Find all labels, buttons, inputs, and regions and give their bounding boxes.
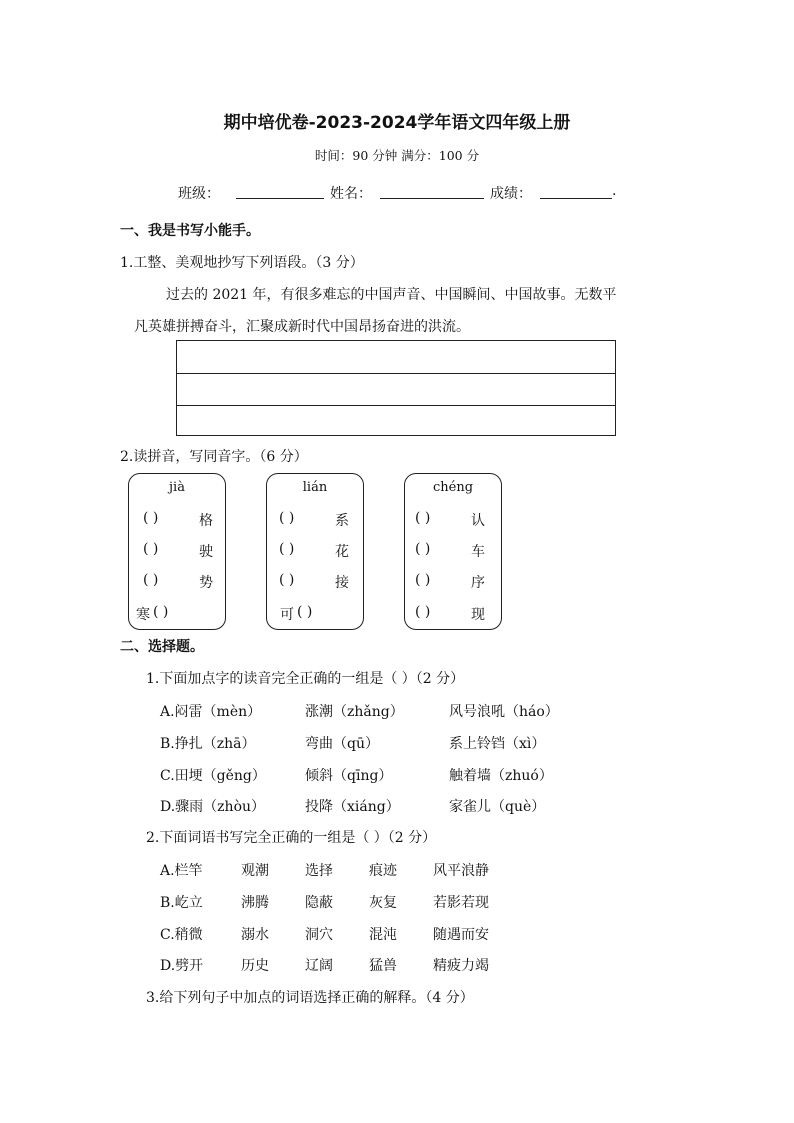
- score-label: 成绩：: [490, 186, 532, 202]
- answer-blank[interactable]: ( ): [143, 510, 159, 526]
- writing-rule-line: [177, 373, 615, 374]
- question-1-2-title: 2.读拼音，写同音字。（6 分）: [120, 449, 308, 465]
- option-d-word: 辽阔: [305, 958, 333, 974]
- name-field[interactable]: [376, 183, 488, 203]
- option-c-item: 倾斜（qīng）: [305, 768, 393, 784]
- option-b-item[interactable]: B.挣扎（zhā）: [160, 736, 256, 752]
- option-a-item: 风号浪吼（háo）: [449, 704, 559, 720]
- option-a-item[interactable]: A.闷雷（mèn）: [160, 704, 262, 720]
- exam-time-score: 时间：90 分钟 满分：100 分: [314, 148, 480, 163]
- option-d-item: 家雀儿（què）: [449, 799, 546, 815]
- pinyin-card-lian: [266, 473, 364, 630]
- answer-blank[interactable]: ( ): [279, 541, 295, 557]
- answer-blank[interactable]: ( ): [143, 541, 159, 557]
- card-char: 车: [471, 544, 485, 560]
- page-title: 期中培优卷-2023-2024学年语文四年级上册: [223, 113, 571, 133]
- answer-blank[interactable]: ( ): [415, 541, 431, 557]
- option-a-word[interactable]: A.栏竿: [160, 863, 203, 879]
- pinyin-label: lián: [302, 480, 328, 495]
- option-b-word: 沸腾: [241, 895, 269, 911]
- class-field[interactable]: [232, 183, 328, 203]
- option-d-item: 投降（xiáng）: [305, 799, 400, 815]
- score-end-mark: .: [612, 183, 617, 199]
- answer-blank[interactable]: ( ): [279, 510, 295, 526]
- answer-blank[interactable]: ( ): [415, 604, 431, 620]
- card-char: 现: [471, 607, 485, 623]
- option-d-word: 历史: [241, 958, 269, 974]
- answer-blank[interactable]: ( ): [415, 510, 431, 526]
- option-d-item[interactable]: D.骤雨（zhòu）: [160, 799, 266, 815]
- answer-blank[interactable]: ( ): [279, 572, 295, 588]
- card-char: 接: [335, 575, 349, 591]
- card-char: 系: [335, 513, 349, 529]
- option-a-word: 痕迹: [369, 863, 397, 879]
- option-b-word: 隐蔽: [305, 895, 333, 911]
- copy-paragraph-line-1: 过去的 2021 年，有很多难忘的中国声音、中国瞬间、中国故事。无数平: [166, 287, 617, 303]
- option-c-item: 触着墙（zhuó）: [449, 768, 553, 784]
- card-char: 寒: [136, 607, 150, 623]
- answer-blank[interactable]: ( ): [297, 604, 313, 620]
- question-2-2-title: 2.下面词语书写完全正确的一组是（ ）（2 分）: [146, 830, 437, 846]
- card-char: 花: [335, 544, 349, 560]
- question-1-1-title: 1.工整、美观地抄写下列语段。（3 分）: [120, 255, 364, 271]
- option-c-word: 洞穴: [305, 927, 333, 943]
- section-2-heading: 二、选择题。: [120, 639, 204, 655]
- option-a-word: 观潮: [241, 863, 269, 879]
- class-label: 班级：: [178, 186, 220, 202]
- option-b-word: 若影若现: [433, 895, 489, 911]
- option-d-word: 猛兽: [369, 958, 397, 974]
- option-b-item: 系上铃铛（xì）: [449, 736, 546, 752]
- score-field[interactable]: [536, 183, 616, 203]
- copy-writing-box[interactable]: [176, 340, 616, 436]
- answer-blank[interactable]: ( ): [415, 572, 431, 588]
- question-2-3-title: 3.给下列句子中加点的词语选择正确的解释。（4 分）: [146, 990, 474, 1006]
- option-d-word: 精疲力竭: [433, 958, 489, 974]
- card-char: 认: [471, 513, 485, 529]
- option-b-word[interactable]: B.屹立: [160, 895, 203, 911]
- pinyin-card-jia: [128, 473, 226, 630]
- pinyin-label: jià: [169, 480, 185, 495]
- option-c-word[interactable]: C.稍微: [160, 927, 203, 943]
- question-2-1-title: 1.下面加点字的读音完全正确的一组是（ ）（2 分）: [146, 671, 465, 687]
- pinyin-card-cheng: [404, 473, 502, 630]
- option-a-word: 选择: [305, 863, 333, 879]
- writing-rule-line: [177, 405, 615, 406]
- option-d-word[interactable]: D.劈开: [160, 958, 204, 974]
- card-char: 可: [280, 607, 294, 623]
- pinyin-label: chéng: [432, 480, 474, 495]
- card-char: 势: [199, 575, 213, 591]
- option-a-item: 涨潮（zhǎng）: [305, 704, 404, 720]
- answer-blank[interactable]: ( ): [143, 572, 159, 588]
- copy-paragraph-line-2: 凡英雄拼搏奋斗，汇聚成新时代中国昂扬奋进的洪流。: [134, 319, 470, 335]
- card-char: 序: [471, 575, 485, 591]
- option-c-word: 混沌: [369, 927, 397, 943]
- answer-blank[interactable]: ( ): [153, 604, 169, 620]
- card-char: 驶: [199, 544, 213, 560]
- option-c-item[interactable]: C.田埂（gěng）: [160, 768, 266, 784]
- name-label: 姓名：: [330, 186, 372, 202]
- option-b-item: 弯曲（qū）: [305, 736, 379, 752]
- section-1-heading: 一、我是书写小能手。: [120, 223, 260, 239]
- option-c-word: 溺水: [241, 927, 269, 943]
- option-b-word: 灰复: [369, 895, 397, 911]
- option-a-word: 风平浪静: [433, 863, 489, 879]
- option-c-word: 随遇而安: [433, 927, 489, 943]
- card-char: 格: [199, 513, 213, 529]
